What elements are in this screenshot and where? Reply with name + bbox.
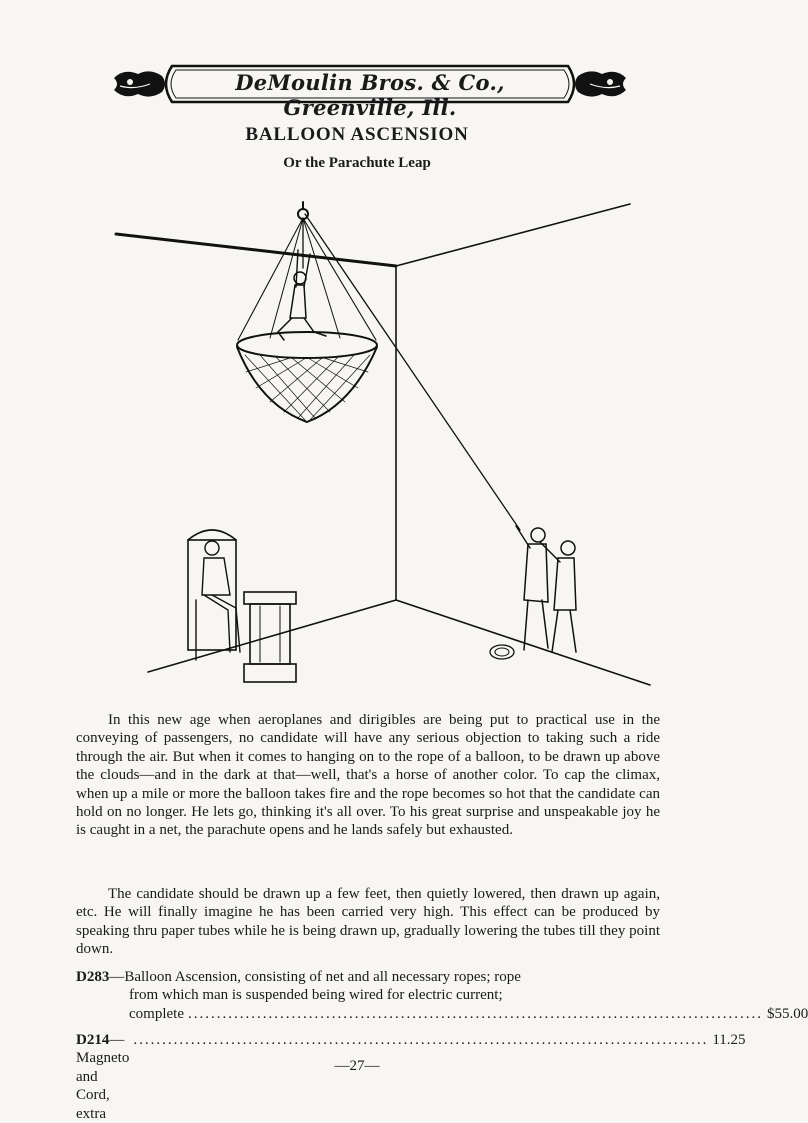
paragraph-text: The candidate should be drawn up a few feet, then quietly lowered, then drawn up again, etc. He will finally imagine he has been carried very high. This effect can be produced by speaking thru paper tubes while he is being drawn up, gradually lowering the tubes till they point down. [76,886,660,958]
item-price: 11.25 [712,1032,746,1048]
instruction-paragraph [76,885,660,959]
item-description: —Magneto and Cord, extra [76,1032,130,1122]
page-subtitle: Or the Parachute Leap [283,155,431,171]
balloon-ascension-illustration [100,190,660,690]
dot-leader: .................................................................................................... [187,1005,763,1022]
item-description: —Balloon Ascension, consisting of net and all necessary ropes; rope [109,969,521,985]
item-code: D283 [76,969,110,985]
item-description: from which man is suspended being wired for electric current; [129,987,503,1004]
description-paragraph [76,711,660,840]
dot-leader: .................................................................................................... [133,1032,709,1048]
item-price: $55.00 [766,1005,808,1022]
paragraph-text: In this new age when aeroplanes and dirigibles are being put to practical use in the conveying of passengers, no candidate will have any serious objection to taking such a ride through the air. But when it comes to hanging on to the rope of a balloon, to be drawn up above the clouds—and in the dark at that—well, that's a horse of another color. To cap the climax, when up a mile or more the balloon takes fire and the rope becomes so hot that the candidate can hold on no longer. He lets go, thinking it's all over. To his great surprise and unspeakable joy he is caught in a net, the parachute opens and he lands safely but exhausted. [76,712,660,839]
catalog-item-d283 [76,968,808,1023]
page-number: —27— [334,1058,380,1074]
catalog-item-d214 [76,1031,746,1123]
item-description: complete [129,1005,184,1022]
header-banner [110,62,630,120]
banner-text: DeMoulin Bros. & Co., Greenville, Ill. [235,70,505,120]
page-title: BALLOON ASCENSION [245,124,469,145]
item-code: D214 [76,1032,110,1048]
